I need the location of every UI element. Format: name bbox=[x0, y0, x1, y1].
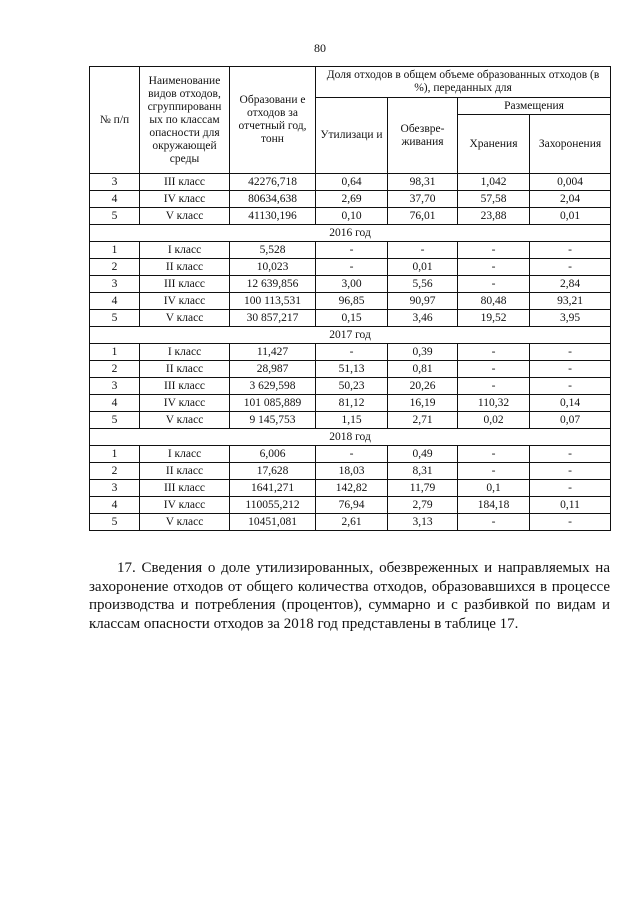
header-name: Наименование видов отходов, сгруппированн ых по классам опасности для окружающей среды bbox=[140, 67, 230, 174]
share-utilization: 1,15 bbox=[316, 412, 388, 429]
year-row bbox=[90, 327, 611, 344]
table-row bbox=[90, 446, 611, 463]
header-num: № п/п bbox=[90, 67, 140, 174]
header-neutral: Обезвре- живания bbox=[388, 98, 458, 174]
table-row bbox=[90, 361, 611, 378]
share-utilization: 51,13 bbox=[316, 361, 388, 378]
table-row bbox=[90, 378, 611, 395]
row-number: 4 bbox=[90, 395, 140, 412]
table-row bbox=[90, 497, 611, 514]
share-burial: 3,95 bbox=[530, 310, 611, 327]
waste-formed: 9 145,753 bbox=[230, 412, 316, 429]
table-row bbox=[90, 242, 611, 259]
share-burial: - bbox=[530, 378, 611, 395]
share-storage: 57,58 bbox=[458, 191, 530, 208]
share-utilization: 2,61 bbox=[316, 514, 388, 531]
waste-formed: 28,987 bbox=[230, 361, 316, 378]
table-row bbox=[90, 174, 611, 191]
share-utilization: - bbox=[316, 242, 388, 259]
waste-formed: 17,628 bbox=[230, 463, 316, 480]
row-number: 4 bbox=[90, 293, 140, 310]
page-number: 80 bbox=[314, 41, 326, 55]
waste-formed: 110055,212 bbox=[230, 497, 316, 514]
share-burial: 0,004 bbox=[530, 174, 611, 191]
share-storage: - bbox=[458, 276, 530, 293]
body-paragraph: 17. Сведения о доле утилизированных, обезвреженных и направляемых на захоронение отходов от общего количества отходов, образовавшихся в процессе производства и потребления (процентов), суммарно и с разбивкой по видам и классам опасности отходов за 2018 год представлены в таблице 17. bbox=[89, 560, 610, 632]
waste-class: IV класс bbox=[140, 497, 230, 514]
row-number: 2 bbox=[90, 361, 140, 378]
row-number: 3 bbox=[90, 480, 140, 497]
share-burial: 0,14 bbox=[530, 395, 611, 412]
share-burial: 2,04 bbox=[530, 191, 611, 208]
waste-class: II класс bbox=[140, 361, 230, 378]
waste-class: III класс bbox=[140, 276, 230, 293]
row-number: 3 bbox=[90, 174, 140, 191]
share-neutralization: - bbox=[388, 242, 458, 259]
share-storage: - bbox=[458, 514, 530, 531]
year-row bbox=[90, 429, 611, 446]
share-utilization: 0,64 bbox=[316, 174, 388, 191]
share-utilization: - bbox=[316, 344, 388, 361]
share-neutralization: 8,31 bbox=[388, 463, 458, 480]
row-number: 3 bbox=[90, 276, 140, 293]
waste-class: II класс bbox=[140, 259, 230, 276]
header-util: Утилизаци и bbox=[316, 98, 388, 174]
waste-formed: 10,023 bbox=[230, 259, 316, 276]
share-utilization: 142,82 bbox=[316, 480, 388, 497]
share-burial: - bbox=[530, 361, 611, 378]
share-burial: 93,21 bbox=[530, 293, 611, 310]
waste-class: IV класс bbox=[140, 191, 230, 208]
waste-class: III класс bbox=[140, 378, 230, 395]
row-number: 1 bbox=[90, 242, 140, 259]
share-burial: - bbox=[530, 242, 611, 259]
year-label: 2016 год bbox=[90, 225, 611, 242]
waste-formed: 42276,718 bbox=[230, 174, 316, 191]
share-storage: 184,18 bbox=[458, 497, 530, 514]
waste-class: I класс bbox=[140, 344, 230, 361]
share-neutralization: 0,01 bbox=[388, 259, 458, 276]
waste-class: III класс bbox=[140, 480, 230, 497]
waste-formed: 30 857,217 bbox=[230, 310, 316, 327]
waste-formed: 1641,271 bbox=[230, 480, 316, 497]
share-neutralization: 3,46 bbox=[388, 310, 458, 327]
waste-class: IV класс bbox=[140, 293, 230, 310]
table-row bbox=[90, 412, 611, 429]
waste-class: I класс bbox=[140, 242, 230, 259]
share-burial: - bbox=[530, 514, 611, 531]
share-storage: 0,02 bbox=[458, 412, 530, 429]
waste-class: III класс bbox=[140, 174, 230, 191]
table-row bbox=[90, 191, 611, 208]
share-storage: 110,32 bbox=[458, 395, 530, 412]
waste-class: V класс bbox=[140, 310, 230, 327]
waste-formed: 101 085,889 bbox=[230, 395, 316, 412]
share-utilization: 76,94 bbox=[316, 497, 388, 514]
waste-class: IV класс bbox=[140, 395, 230, 412]
share-neutralization: 5,56 bbox=[388, 276, 458, 293]
header-formed: Образовани е отходов за отчетный год, тонн bbox=[230, 67, 316, 174]
share-storage: - bbox=[458, 463, 530, 480]
share-utilization: - bbox=[316, 259, 388, 276]
share-storage: 80,48 bbox=[458, 293, 530, 310]
header-burial: Захоронения bbox=[530, 115, 611, 174]
share-neutralization: 0,81 bbox=[388, 361, 458, 378]
year-label: 2018 год bbox=[90, 429, 611, 446]
table-row bbox=[90, 480, 611, 497]
year-label: 2017 год bbox=[90, 327, 611, 344]
share-burial: 0,11 bbox=[530, 497, 611, 514]
waste-formed: 41130,196 bbox=[230, 208, 316, 225]
share-neutralization: 37,70 bbox=[388, 191, 458, 208]
table-row bbox=[90, 208, 611, 225]
share-utilization: 18,03 bbox=[316, 463, 388, 480]
row-number: 5 bbox=[90, 514, 140, 531]
table-row bbox=[90, 310, 611, 327]
share-storage: - bbox=[458, 242, 530, 259]
share-neutralization: 98,31 bbox=[388, 174, 458, 191]
share-burial: 0,01 bbox=[530, 208, 611, 225]
table-row bbox=[90, 293, 611, 310]
share-utilization: 81,12 bbox=[316, 395, 388, 412]
share-utilization: 2,69 bbox=[316, 191, 388, 208]
waste-class: V класс bbox=[140, 208, 230, 225]
share-utilization: 3,00 bbox=[316, 276, 388, 293]
waste-formed: 6,006 bbox=[230, 446, 316, 463]
year-row bbox=[90, 225, 611, 242]
share-neutralization: 20,26 bbox=[388, 378, 458, 395]
row-number: 5 bbox=[90, 208, 140, 225]
waste-class: V класс bbox=[140, 514, 230, 531]
table-row bbox=[90, 259, 611, 276]
table-header bbox=[90, 67, 611, 174]
share-neutralization: 0,49 bbox=[388, 446, 458, 463]
share-neutralization: 16,19 bbox=[388, 395, 458, 412]
share-storage: 1,042 bbox=[458, 174, 530, 191]
header-share: Доля отходов в общем объеме образованных отходов (в %), переданных для bbox=[316, 67, 611, 98]
table-row bbox=[90, 514, 611, 531]
table-row bbox=[90, 395, 611, 412]
waste-class: I класс bbox=[140, 446, 230, 463]
waste-formed: 11,427 bbox=[230, 344, 316, 361]
share-neutralization: 76,01 bbox=[388, 208, 458, 225]
share-utilization: 0,15 bbox=[316, 310, 388, 327]
share-burial: - bbox=[530, 259, 611, 276]
share-utilization: 50,23 bbox=[316, 378, 388, 395]
row-number: 5 bbox=[90, 310, 140, 327]
share-storage: - bbox=[458, 361, 530, 378]
row-number: 5 bbox=[90, 412, 140, 429]
row-number: 2 bbox=[90, 259, 140, 276]
waste-formed: 80634,638 bbox=[230, 191, 316, 208]
waste-formed: 100 113,531 bbox=[230, 293, 316, 310]
share-storage: 0,1 bbox=[458, 480, 530, 497]
share-neutralization: 11,79 bbox=[388, 480, 458, 497]
share-utilization: 0,10 bbox=[316, 208, 388, 225]
waste-table bbox=[89, 66, 611, 531]
row-number: 1 bbox=[90, 344, 140, 361]
share-neutralization: 0,39 bbox=[388, 344, 458, 361]
row-number: 4 bbox=[90, 497, 140, 514]
share-storage: - bbox=[458, 446, 530, 463]
share-burial: - bbox=[530, 480, 611, 497]
table-row bbox=[90, 276, 611, 293]
share-burial: 0,07 bbox=[530, 412, 611, 429]
share-burial: 2,84 bbox=[530, 276, 611, 293]
share-neutralization: 3,13 bbox=[388, 514, 458, 531]
waste-formed: 12 639,856 bbox=[230, 276, 316, 293]
share-neutralization: 90,97 bbox=[388, 293, 458, 310]
share-neutralization: 2,79 bbox=[388, 497, 458, 514]
share-burial: - bbox=[530, 446, 611, 463]
waste-formed: 10451,081 bbox=[230, 514, 316, 531]
share-neutralization: 2,71 bbox=[388, 412, 458, 429]
share-storage: - bbox=[458, 344, 530, 361]
share-storage: 23,88 bbox=[458, 208, 530, 225]
table-body bbox=[90, 174, 611, 531]
row-number: 4 bbox=[90, 191, 140, 208]
waste-formed: 3 629,598 bbox=[230, 378, 316, 395]
share-utilization: - bbox=[316, 446, 388, 463]
waste-class: II класс bbox=[140, 463, 230, 480]
share-storage: - bbox=[458, 259, 530, 276]
header-placement: Размещения bbox=[458, 98, 611, 115]
row-number: 3 bbox=[90, 378, 140, 395]
waste-formed: 5,528 bbox=[230, 242, 316, 259]
row-number: 1 bbox=[90, 446, 140, 463]
share-burial: - bbox=[530, 344, 611, 361]
share-utilization: 96,85 bbox=[316, 293, 388, 310]
share-storage: - bbox=[458, 378, 530, 395]
row-number: 2 bbox=[90, 463, 140, 480]
share-storage: 19,52 bbox=[458, 310, 530, 327]
table-row bbox=[90, 463, 611, 480]
header-storage: Хранения bbox=[458, 115, 530, 174]
share-burial: - bbox=[530, 463, 611, 480]
table-row bbox=[90, 344, 611, 361]
waste-class: V класс bbox=[140, 412, 230, 429]
